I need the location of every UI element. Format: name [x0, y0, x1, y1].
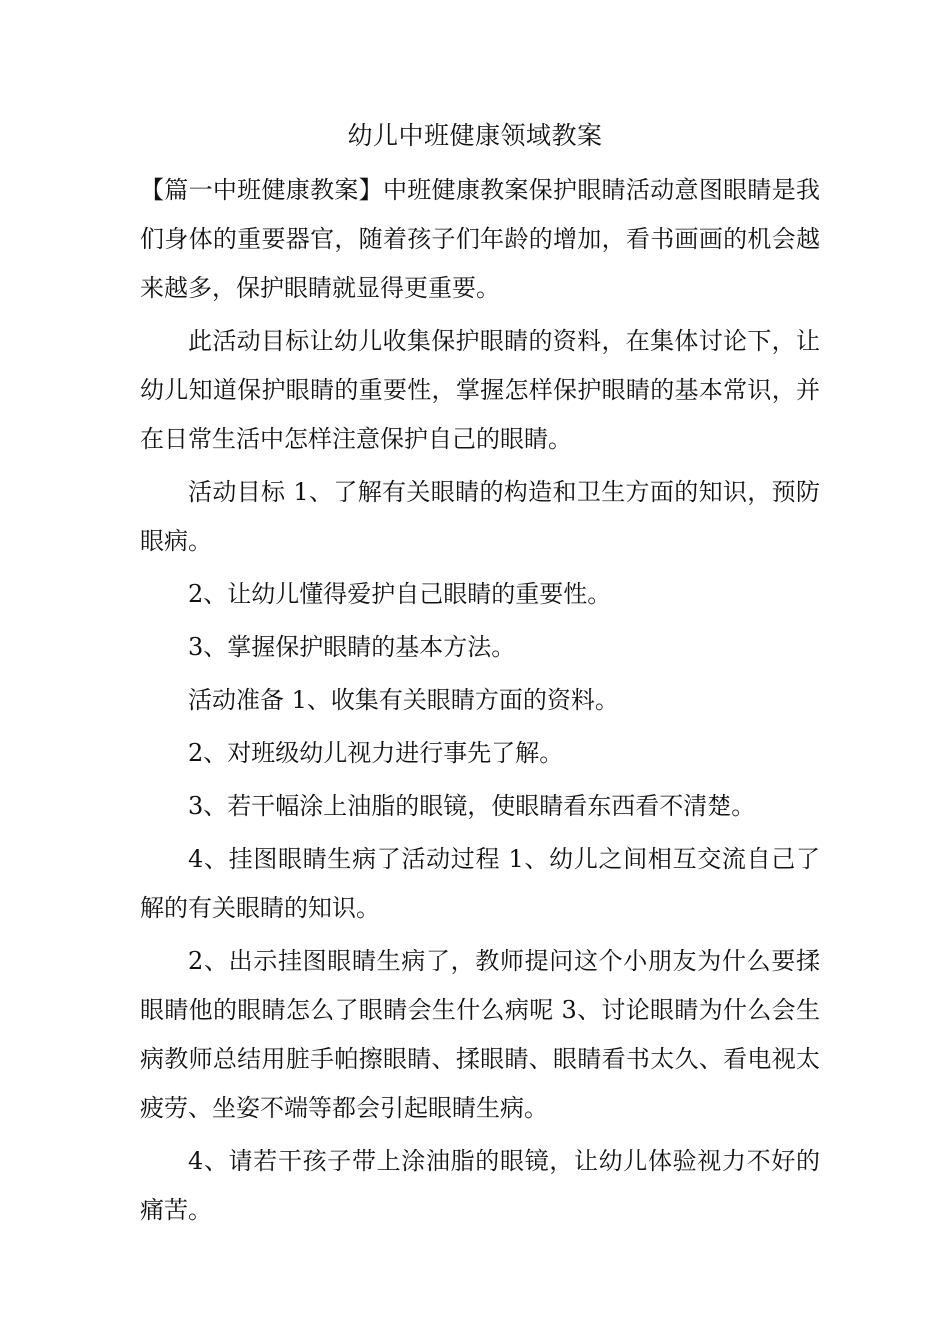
document-title: 幼儿中班健康领域教案 [347, 121, 603, 150]
paragraph-prep-2: 2、对班级幼儿视力进行事先了解。 [188, 739, 564, 767]
paragraph-prep-1: 活动准备 1、收集有关眼睛方面的资料。 [188, 686, 619, 714]
paragraph-process-4: 4、请若干孩子带上涂油脂的眼镜，让幼儿体验视力不好的痛苦。 [140, 1147, 820, 1224]
document-body [140, 166, 820, 1235]
paragraph-intro: 【篇一中班健康教案】中班健康教案保护眼睛活动意图眼睛是我们身体的重要器官，随着孩子们年龄的增加，看书画画的机会越来越多，保护眼睛就显得更重要。 [140, 176, 820, 302]
paragraph-goal-3: 3、掌握保护眼睛的基本方法。 [188, 633, 516, 661]
paragraph-process-1: 4、挂图眼睛生病了活动过程 1、幼儿之间相互交流自己了解的有关眼睛的知识。 [140, 845, 820, 922]
paragraph-goal-2: 2、让幼儿懂得爱护自己眼睛的重要性。 [188, 580, 612, 608]
paragraph-goal-1: 活动目标 1、了解有关眼睛的构造和卫生方面的知识，预防眼病。 [140, 478, 820, 555]
paragraph-process-2: 2、出示挂图眼睛生病了，教师提问这个小朋友为什么要揉眼睛他的眼睛怎么了眼睛会生什么病呢 3、讨论眼睛为什么会生病教师总结用脏手帕擦眼睛、揉眼睛、眼睛看书太久、看电视太疲劳、坐姿不端等都会引起眼睛生病。 [140, 947, 820, 1122]
paragraph-prep-3: 3、若干幅涂上油脂的眼镜，使眼睛看东西看不清楚。 [188, 792, 756, 820]
paragraph-activity-purpose: 此活动目标让幼儿收集保护眼睛的资料，在集体讨论下，让幼儿知道保护眼睛的重要性，掌握怎样保护眼睛的基本常识，并在日常生活中怎样注意保护自己的眼睛。 [140, 327, 820, 453]
